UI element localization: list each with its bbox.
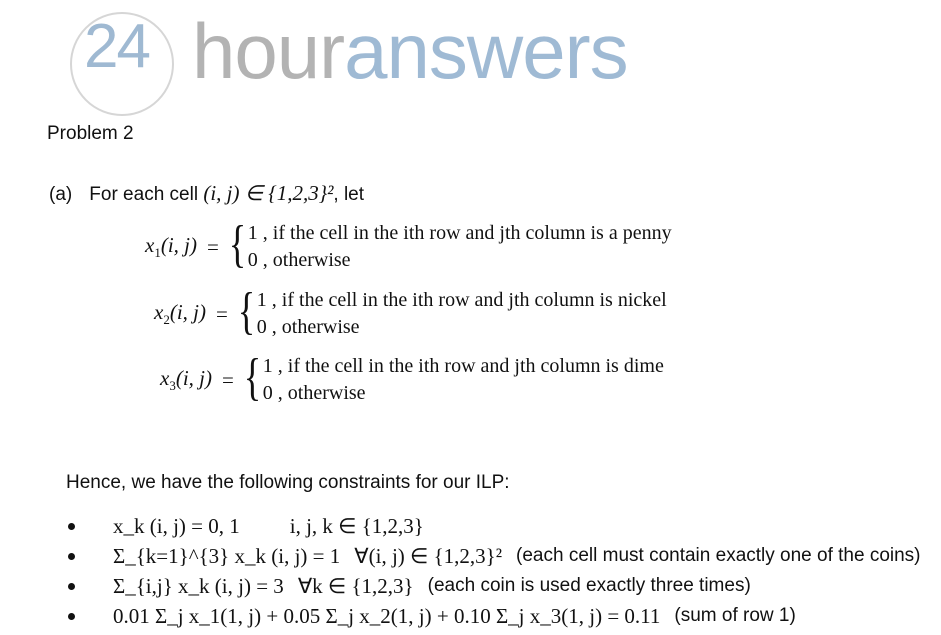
constraint-domain: i, j, k ∈ {1,2,3}: [289, 513, 424, 538]
constraint-domain: ∀k ∈ {1,2,3}: [297, 573, 414, 598]
list-item: [62, 601, 921, 631]
equals-sign: =: [206, 234, 219, 259]
case-2: 0 , otherwise: [262, 382, 366, 404]
part-a-intro: [49, 181, 364, 206]
problem-title: Problem 2: [47, 123, 134, 144]
constraint-expr: Σ_{k=1}^{3} x_k (i, j) = 1: [113, 543, 341, 568]
bullet-icon: [68, 583, 75, 590]
left-brace: {: [237, 283, 256, 341]
definition-lhs: $x_1(i$, j): [145, 232, 197, 261]
logo-wordmark: [192, 7, 628, 95]
definition-x2: [154, 283, 667, 341]
logo-word-part2: answers: [344, 7, 628, 95]
list-item: [62, 571, 921, 601]
definition-cases: [263, 353, 664, 407]
definition-x3: [160, 349, 664, 407]
hence-text: Hence, we have the following constraints for our ILP:: [66, 472, 510, 493]
bullet-icon: [68, 613, 75, 620]
intro-math: (i, j) ∈ {1,2,3}²: [203, 181, 334, 205]
constraint-note: (each cell must contain exactly one of the coins): [516, 545, 921, 566]
case-2: 0 , otherwise: [256, 316, 360, 338]
constraint-domain: ∀(i, j) ∈ {1,2,3}²: [354, 543, 503, 568]
equals-sign: =: [215, 301, 228, 326]
definition-x1: [145, 216, 672, 274]
definition-cases: [257, 287, 667, 341]
constraint-note: (sum of row 1): [674, 605, 796, 626]
case-1: 1 , if the cell in the ith row and jth column is nickel: [256, 289, 667, 311]
bullet-icon: [68, 553, 75, 560]
logo-word-part1: hour: [192, 7, 345, 95]
definition-cases: [248, 220, 672, 274]
definition-lhs: $x_2(i$, j): [154, 299, 206, 328]
case-1: 1 , if the cell in the ith row and jth column is dime: [262, 355, 664, 377]
intro-tail: , let: [333, 184, 365, 205]
constraint-expr: Σ_{i,j} x_k (i, j) = 3: [113, 573, 284, 598]
watermark-logo: [66, 6, 766, 114]
list-item: [62, 541, 921, 571]
constraint-expr: 0.01 Σ_j x_1(1, j) + 0.05 Σ_j x_2(1, j) + 0.10 Σ_j x_3(1, j) = 0.11: [113, 603, 661, 628]
constraint-note: (each coin is used exactly three times): [427, 575, 751, 596]
logo-number: 24: [84, 12, 149, 81]
bullet-icon: [68, 523, 75, 530]
case-2: 0 , otherwise: [247, 249, 351, 271]
case-1: 1 , if the cell in the ith row and jth column is a penny: [247, 222, 672, 244]
constraint-expr: x_k (i, j) = 0, 1: [113, 513, 240, 538]
left-brace: {: [243, 349, 262, 407]
constraints-list: [62, 511, 921, 631]
part-label: (a): [49, 184, 73, 205]
left-brace: {: [228, 216, 247, 274]
equals-sign: =: [221, 367, 234, 392]
definition-lhs: $x_3(i$, j): [160, 365, 212, 394]
intro-text: For each cell: [89, 184, 199, 205]
list-item: [62, 511, 921, 541]
